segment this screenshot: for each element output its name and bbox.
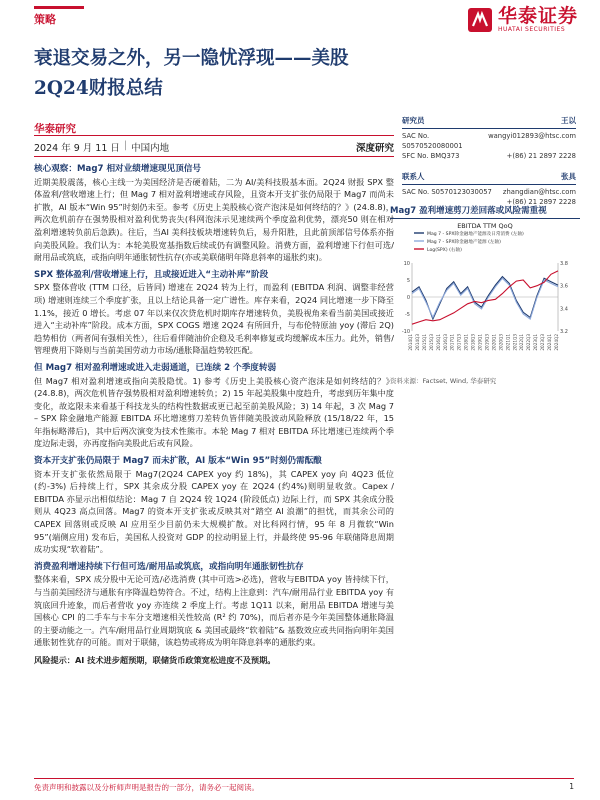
x-tick-label: 2014Q1 — [408, 334, 413, 351]
header-accent-bar — [34, 6, 84, 9]
section-body: 整体来看，SPX 成分股中无论可选/必选消费 (其中可选>必选)，营收与EBITDA yoy 皆持续下行，与当前美国经济与通胀有序降温趋势符合。不过，结构上注意到：汽车/耐用品行业 EBITDA yoy 有筑底回升迹象，而后者营收 yoy 亦连续 2 季度上行。考虑 1Q11 以来，耐用品 EBITDA 增速与美国核心 CPI 的二手车与卡车分支增速相关性较高 (R² 约 70%)，而后者亦是今年美国整体通胀降温的主要动能之一。汽车/耐用品行业周期筑底 & 美国或最终“软着陆”& 基数效应或共同指向明年美国通胀韧性犹存的可能。而对于联储，该趋势或将成为明年降息斜率的通胀约束。 — [34, 574, 394, 648]
contact-row — [402, 187, 576, 197]
report-type: 深度研究 — [355, 143, 394, 154]
brand-mark-icon — [468, 8, 492, 32]
section-body: 但 Mag7 相对盈利增速或指向美股隐忧。1) 参考《历史上美股核心资产泡沫是如何终结的？》(24.8.8)，两次危机皆存强势股相对盈利增速转负；2) 15 年起美股集中度趋升，考虑到历年集中度变化，故迄限未来看基于科技龙头的结构性数据或更已起至前美股风险；3) 14 年起，3 次 Mag 7 – SPX 除金融地产能源 EBITDA 环比增速剪刀差转负皆伴随美股波动风险释放 (15/18/22 年，15 年指标略滞后)，其中后两次演变为技术性熊市。本轮 Mag 7 相对 EBITDA 环比增速已连续两个季度边际走弱，亦再度指向美股此后或有风险。 — [34, 375, 394, 449]
brand-logo — [468, 6, 578, 33]
x-tick-label: 2017Q3 — [456, 334, 462, 351]
x-tick-label: 2018Q3 — [470, 334, 476, 351]
page-number: 1 — [569, 782, 574, 791]
divider — [34, 156, 394, 157]
contact-id: SAC No. S0570123030057 — [402, 188, 492, 196]
x-tick-label: 2024Q1 — [547, 334, 553, 351]
x-tick-label: 2015Q1 — [421, 334, 427, 351]
report-meta — [34, 140, 394, 154]
section-heading: 核心观察：Mag7 相对业绩增速现见顶信号 — [34, 164, 201, 174]
x-tick-label: 2021Q1 — [505, 334, 511, 351]
x-tick-label: 2020Q1 — [491, 334, 497, 351]
y-tick-label-right: 3.2 — [560, 329, 568, 335]
x-tick-label: 2022Q1 — [519, 334, 525, 351]
section — [34, 269, 394, 357]
report-body — [34, 163, 394, 667]
y-tick-label-right: 3.8 — [560, 261, 568, 267]
section — [34, 163, 394, 264]
section — [34, 561, 394, 649]
analyst-header — [402, 115, 576, 129]
analyst-panel — [402, 115, 576, 207]
y-tick-label-left: 10 — [403, 261, 410, 267]
section — [34, 455, 394, 556]
legend-label: Mag 7 - SPX除金融地产能源及日常消费 (左轴) — [427, 232, 524, 237]
x-tick-label: 2019Q1 — [477, 334, 483, 351]
section — [34, 362, 394, 450]
contact-phone: +(86) 21 2897 2228 — [506, 198, 576, 206]
y-tick-label-left: -5 — [405, 312, 410, 318]
chart-title: EBITDA TTM QoQ — [457, 222, 513, 230]
figure-caption: Mag7 盈利增速剪刀差回落或风险需重视 — [390, 206, 547, 216]
x-tick-label: 2023Q3 — [540, 334, 546, 351]
series-line — [412, 277, 558, 320]
x-tick-label: 2014Q3 — [414, 334, 420, 351]
report-region: 中国内地 — [131, 143, 170, 154]
contact-header — [402, 171, 576, 185]
x-tick-label: 2021Q3 — [512, 334, 518, 351]
category-tag: 策略 — [34, 13, 56, 26]
legend-label: Mag 7 - SPX除金融地产能源 (左轴) — [427, 240, 501, 245]
section-heading: 消费盈利增速持续下行但可选/耐用品或筑底，或指向明年通胀韧性抗存 — [34, 561, 304, 572]
analyst-phone: +(86) 21 2897 2228 — [506, 152, 576, 160]
analyst-id: SAC No. S0570520080001 — [402, 132, 463, 150]
y-tick-label-left: 5 — [406, 278, 410, 284]
series-line — [412, 278, 558, 319]
contact-name: 张具 — [561, 172, 576, 181]
footer — [34, 778, 574, 793]
contact-email[interactable]: zhangdian@htsc.com — [502, 188, 576, 196]
y-tick-label-right: 3.4 — [560, 306, 568, 313]
x-tick-label: 2016Q3 — [442, 334, 448, 351]
disclaimer-note: 免责声明和披露以及分析师声明是报告的一部分，请务必一起阅读。 — [34, 783, 259, 792]
line-chart — [390, 219, 580, 367]
analyst-row — [402, 131, 576, 151]
figure-source: 资料来源：Factset, Wind, 华泰研究 — [390, 377, 497, 385]
section-body: 资本开支扩张依然局限于 Mag7(2Q24 CAPEX yoy 约 18%)，其 CAPEX yoy 向 4Q23 低位 (约-3%) 后持续上行，SPX 其余成分股 CAPEX yoy 在 2Q24 (约4%)则明显收敛。Capex / EBITDA 亦显示出相似结论：Mag 7 自 2Q24 较 1Q24 (阶段低点) 边际上行，而 SPX 其余成分股则从 4Q23 高点回落。Mag7 的资本开支扩张或反映其对“踏空 AI 浪潮”的担忧，而其余公司的 CAPEX 回落则或反映 AI 应用至少目前仍未大规模扩散。对比科网行情，95 年 8 月微软“Win 95”(端侧应用) 发布后，美国私人投资对 GDP 的拉动明显上行，并最终使 95-96 年联储降息周期成功实现“软着陆”。 — [34, 468, 394, 555]
y-tick-label-left: -10 — [401, 329, 410, 335]
analyst-row — [402, 151, 576, 161]
section-heading: 资本开支扩张仍局限于 Mag7 而未扩散，AI 版本“Win 95”时刻仍需酝酿 — [34, 456, 322, 467]
chart-container — [390, 218, 580, 366]
meta-separator: | — [123, 140, 128, 151]
x-tick-label: 2022Q3 — [526, 334, 532, 351]
analyst-name: 王以 — [561, 116, 576, 125]
x-tick-label: 2016Q1 — [435, 334, 441, 351]
section-body: 近期美股震荡，核心主线一为美国经济是否硬着陆，二为 AI/美科技股基本面。2Q24 财报 SPX 整体盈利/营收增速上行；但 Mag 7 相对盈利增速或存风险，且资本开支扩张仍局限于 Mag7 而尚未扩散，AI 版本“Win 95”时刻仍未至。参考《历史上美股核心资产泡沫是如何终结的？》(24.8.8)，两次危机前存在强势股相对盈利优势丧失(科网泡沫示见速续两个季度盈利优势，漂亮50 则在相对盈利增速转负前后急跌)。往后，当AI 美科技板块增速转负后，易升阳胜，且此前顶部信号体系亦指向美股风险。我们认为：本轮美股宽基指数后续或仍有调整风险。消费方面，盈利增速下行但可选/耐用品或筑底，或指向明年通胀韧性抗存(亦或美联储明年降息斜率的遥胀约束)。 — [34, 176, 394, 263]
brand-name-cn: 华泰证券 — [497, 5, 578, 27]
contact-role: 联系人 — [402, 172, 425, 181]
y-tick-label-right: 3.6 — [560, 283, 568, 290]
x-tick-label: 2015Q3 — [428, 334, 434, 351]
x-tick-label: 2019Q3 — [484, 334, 490, 351]
section-heading: SPX 整体盈利/营收增速上行，且或接近进入“主动补库”阶段 — [34, 269, 269, 280]
legend-label: Log(SPX) (右轴) — [427, 248, 462, 253]
report-title: 衰退交易之外，另一隐忧浮现——美股2Q24财报总结 — [34, 48, 349, 99]
brand-name-en: HUATAI SECURITIES — [497, 26, 566, 33]
x-tick-label: 2017Q1 — [449, 334, 455, 351]
x-tick-label: 2024Q2 — [554, 334, 559, 351]
x-tick-label: 2023Q1 — [533, 334, 539, 351]
analyst-role: 研究员 — [402, 116, 425, 125]
section-heading: 但 Mag7 相对盈利增速或进入走弱通道，已连续 2 个季度转弱 — [34, 362, 277, 373]
analyst-email[interactable]: wangyi012893@htsc.com — [488, 132, 576, 140]
x-tick-label: 2020Q3 — [498, 334, 504, 351]
x-tick-label: 2018Q1 — [463, 334, 469, 351]
research-org: 华泰研究 — [34, 123, 76, 135]
divider — [34, 135, 394, 136]
risk-warning: 风险提示：AI 技术进步超预期，联储货币政策宽松进度不及预期。 — [34, 654, 276, 665]
section-body: SPX 整体营收 (TTM 口径，后皆同) 增速在 2Q24 转为上行，而盈利 (EBITDA 利润、调整非经营项) 增速则连续三个季度扩张，且以上结论具备一定广谱性。库存来看，2Q24 同比增速一步下降至 1.1%，接近 0 增长。考虑 07 年以来仅次贷危机时期库存增速转负，美股视角来看当前美国或接近进入“主动补库”阶段。成本方面，SPX COGS 增速 2Q24 有所回升，与布伦特原油 yoy (滞后 2Q) 趋势相仿（两者间有强相关性），往后看伴随油价企稳及毛利率修复或均缓解成本压力。此外，销售/管理费用下降则与当前美国劳动力市场/通胀降温趋势较匹配。 — [34, 282, 394, 356]
report-date: 2024 年 9 月 11 日 — [34, 143, 120, 154]
y-tick-label-left: 0 — [406, 295, 410, 301]
analyst-id: SFC No. BMQ373 — [402, 152, 460, 160]
